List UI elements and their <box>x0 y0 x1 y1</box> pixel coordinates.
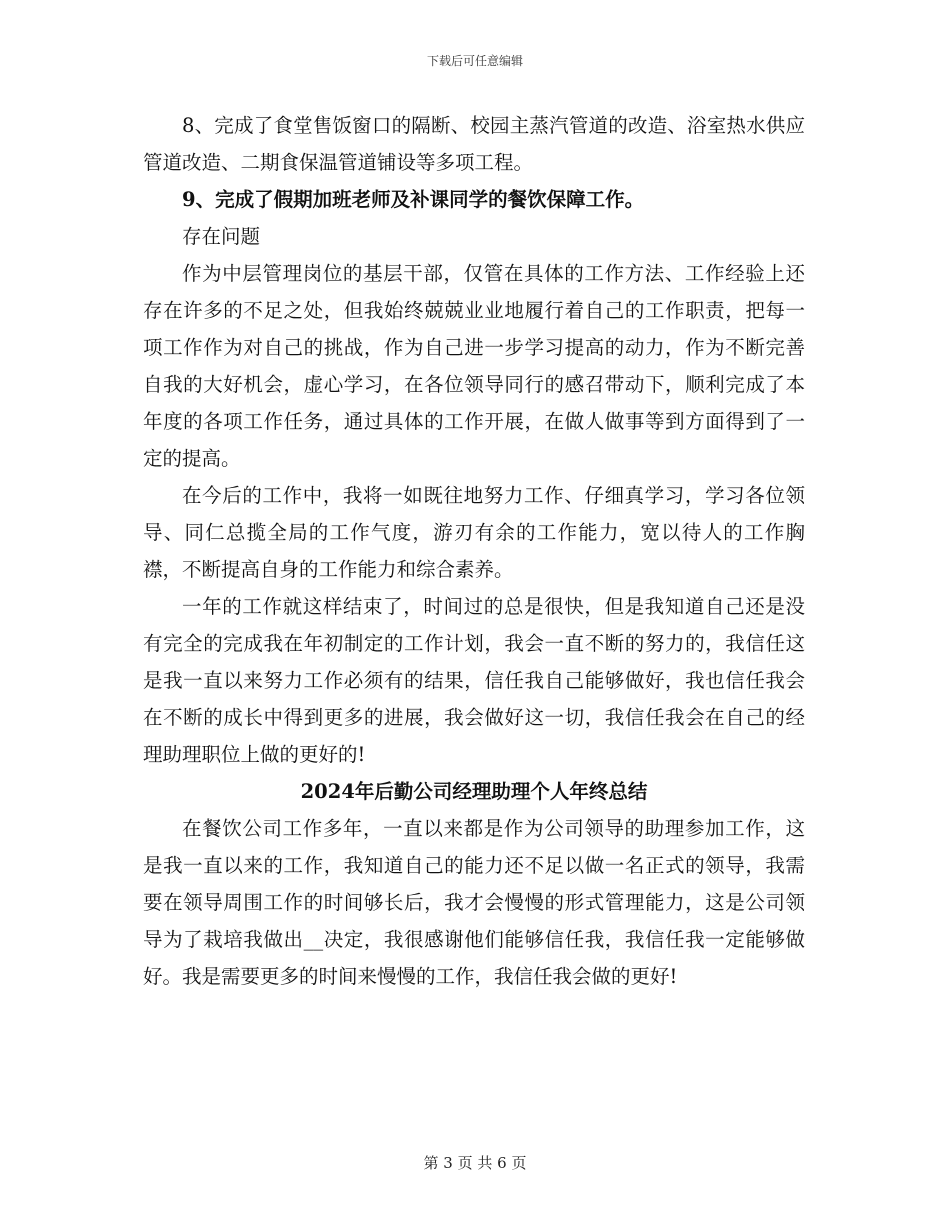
paragraph-intro: 在餐饮公司工作多年，一直以来都是作为公司领导的助理参加工作，这是我一直以来的工作，我知道自己的能力还不足以做一名正式的领导，我需要在领导周围工作的时间够长后，我才会慢慢的形式管理能力，这是公司领导为了栽培我做出__决定，我很感谢他们能够信任我，我信任我一定能够做好。我是需要更多的时间来慢慢的工作，我信任我会做的更好! <box>143 817 805 988</box>
page-footer: 第 3 页 共 6 页 <box>423 1154 527 1172</box>
paragraph-problems: 作为中层管理岗位的基层干部，仅管在具体的工作方法、工作经验上还存在许多的不足之处，但我始终兢兢业业地履行着自己的工作职责，把每一项工作作为对自己的挑战，作为自己进一步学习提高的动力，作为不断完善自我的大好机会，虚心学习，在各位领导同行的感召带动下，顺利完成了本年度的各项工作任务，通过具体的工作开展，在做人做事等到方面得到了一定的提高。 <box>143 262 805 470</box>
paragraph-item-9: 9、完成了假期加班老师及补课同学的餐饮保障工作。 <box>182 188 645 211</box>
paragraph-future-work: 在今后的工作中，我将一如既往地努力工作、仔细真学习，学习各位领导、同仁总揽全局的工作气度，游刃有余的工作能力，宽以待人的工作胸襟，不断提高自身的工作能力和综合素养。 <box>143 484 805 581</box>
paragraph-year-end: 一年的工作就这样结束了，时间过的总是很快，但是我知道自己还是没有完全的完成我在年初制定的工作计划，我会一直不断的努力的，我信任这是我一直以来努力工作必须有的结果，信任我自己能够做好，我也信任我会在不断的成长中得到更多的进展，我会做好这一切，我信任我会在自己的经理助理职位上做的更好的! <box>143 595 805 766</box>
document-title: 2024年后勤公司经理助理个人年终总结 <box>300 780 648 803</box>
section-heading-problems: 存在问题 <box>182 225 261 248</box>
document-body <box>143 107 805 995</box>
page-header: 下载后可任意编辑 <box>426 54 523 68</box>
paragraph-item-8: 8、完成了食堂售饭窗口的隔断、校园主蒸汽管道的改造、浴室热水供应管道改造、二期食保温管道铺设等多项工程。 <box>143 114 805 174</box>
